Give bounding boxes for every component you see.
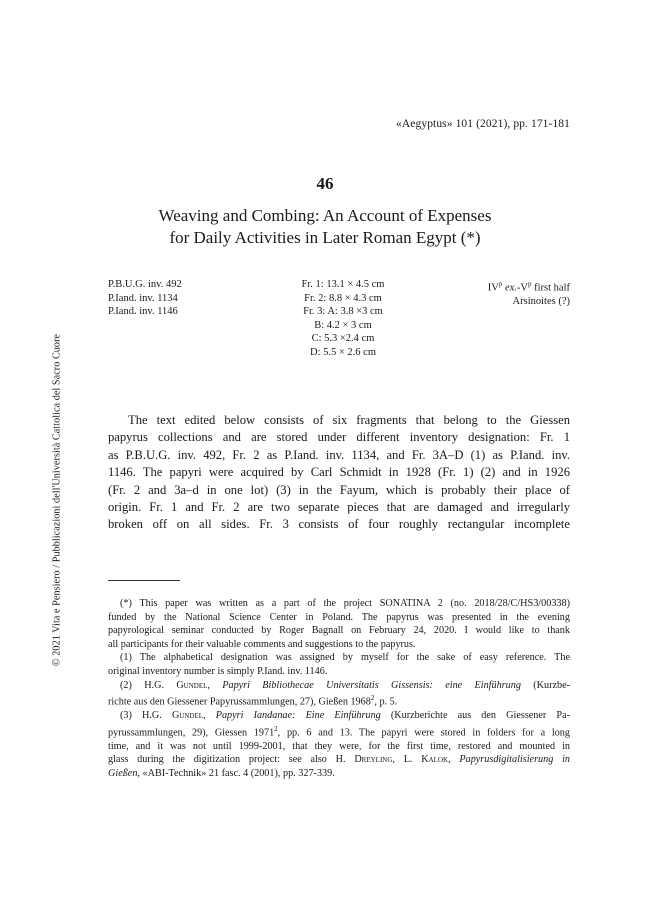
body-line: broken off on all sides. Fr. 3 consists of four roughly rectangular incomplete	[108, 517, 570, 532]
footnote-line: time, and it was not until 1999-2001, that they were, for the first time, restored and mounted in	[108, 740, 570, 752]
fragment-dimensions: Fr. 2: 8.8 × 4.3 cm	[304, 292, 382, 304]
body-line: The text edited below consists of six fragments that belong to the Giessen	[128, 413, 570, 427]
footnote-line: richte aus den Giessener Papyrussammlungen, 27), Gießen 1968$^2$, p. 5.	[108, 694, 398, 708]
fragment-dimensions: Fr. 1: 13.1 × 4.5 cm	[301, 279, 385, 290]
date-provenance-column	[488, 278, 570, 309]
body-line: origin. Fr. 1 and Fr. 2 are two separate pieces that are damaged and irregularly	[108, 500, 570, 515]
body-line: papyrus collections and are stored under different inventory designation: Fr. 1	[108, 430, 570, 445]
inventory-number: P.Iand. inv. 1134	[108, 292, 178, 304]
fragment-dimensions: D: 5.5 × 2.6 cm	[310, 346, 376, 358]
footnote-line: funded by the National Science Center in Poland. The papyrus was presented in the evening	[108, 611, 570, 623]
footnote-line: all participants for their valuable comments and suggestions to the papyrus.	[108, 638, 416, 650]
inventory-number: P.B.U.G. inv. 492	[108, 279, 182, 290]
footnote-line: pyrussammlungen, 29), Giessen 1971$^2$, pp. 6 and 13. The papyri were stored in folders for a long	[108, 724, 570, 739]
title-line: for Daily Activities in Later Roman Egypt (*)	[169, 228, 481, 247]
body-line: (Fr. 2 and 3a–d in one lot) (3) in the Fayum, which is probably their place of	[108, 482, 570, 497]
copyright-sidebar: © 2021 Vita e Pensiero / Pubblicazioni dell'Università Cattolica del Sacro Cuore	[51, 333, 63, 667]
fragment-dimensions: C: 5.3 ×2.4 cm	[311, 333, 375, 344]
footnote-separator	[108, 580, 180, 581]
fragment-dimensions: B: 4.2 × 3 cm	[314, 319, 372, 331]
inventory-column	[108, 278, 182, 319]
footnote-line: papyrological seminar conducted by Roger Bagnall on February 24, 2020. I would like to thank	[108, 625, 570, 637]
fragment-dimensions: Fr. 3: A: 3.8 ×3 cm	[303, 306, 383, 317]
footnote-line: (2) H.G. Gundel, Papyri Bibliothecae Universitatis Gissensis: eine Einführung (Kurzbe-	[120, 679, 570, 691]
footnotes	[108, 597, 570, 781]
footnote-line: glass during the digitization project: see also H. Dreyling, L. Kalok, Papyrusdigitalisierung in	[108, 754, 571, 766]
inventory-number: P.Iand. inv. 1146	[108, 306, 178, 317]
provenance: Arsinoites (?)	[512, 296, 570, 307]
date: $IV^p$ $ex.-V^p$ first half	[487, 280, 570, 294]
title-line: Weaving and Combing: An Account of Expenses	[158, 206, 492, 225]
footnote-line: original inventory number is simply P.Iand. inv. 1146.	[108, 665, 328, 677]
footnote-line: (*) This paper was written as a part of the project SONATINA 2 (no. 2018/28/C/HS3/00338)	[120, 598, 570, 609]
papyrus-metadata	[108, 278, 570, 368]
article-number: 46	[316, 174, 334, 193]
body-line: 1146. The papyri were acquired by Carl Schmidt in 1928 (Fr. 1) (2) and in 1926	[108, 465, 570, 480]
footnote-line: (3) H.G. Gundel, Papyri Iandanae: Eine Einführung (Kurzberichte aus den Giessener Pa-	[120, 710, 571, 722]
body-line: as P.B.U.G. inv. 492, Fr. 2 as P.Iand. inv. 1134, and Fr. 3A–D (1) as P.Iand. inv.	[108, 447, 570, 462]
footnote-line: (1) The alphabetical designation was assigned by myself for the sake of easy reference. The	[120, 652, 570, 664]
journal-reference: «Aegyptus» 101 (2021), pp. 171-181	[396, 118, 570, 130]
dimensions-column	[258, 278, 428, 359]
article-title	[0, 205, 650, 249]
footnote-line: Gießen, «ABI-Technik» 21 fasc. 4 (2001), pp. 327-339.	[108, 767, 335, 779]
body-paragraph	[108, 412, 570, 534]
